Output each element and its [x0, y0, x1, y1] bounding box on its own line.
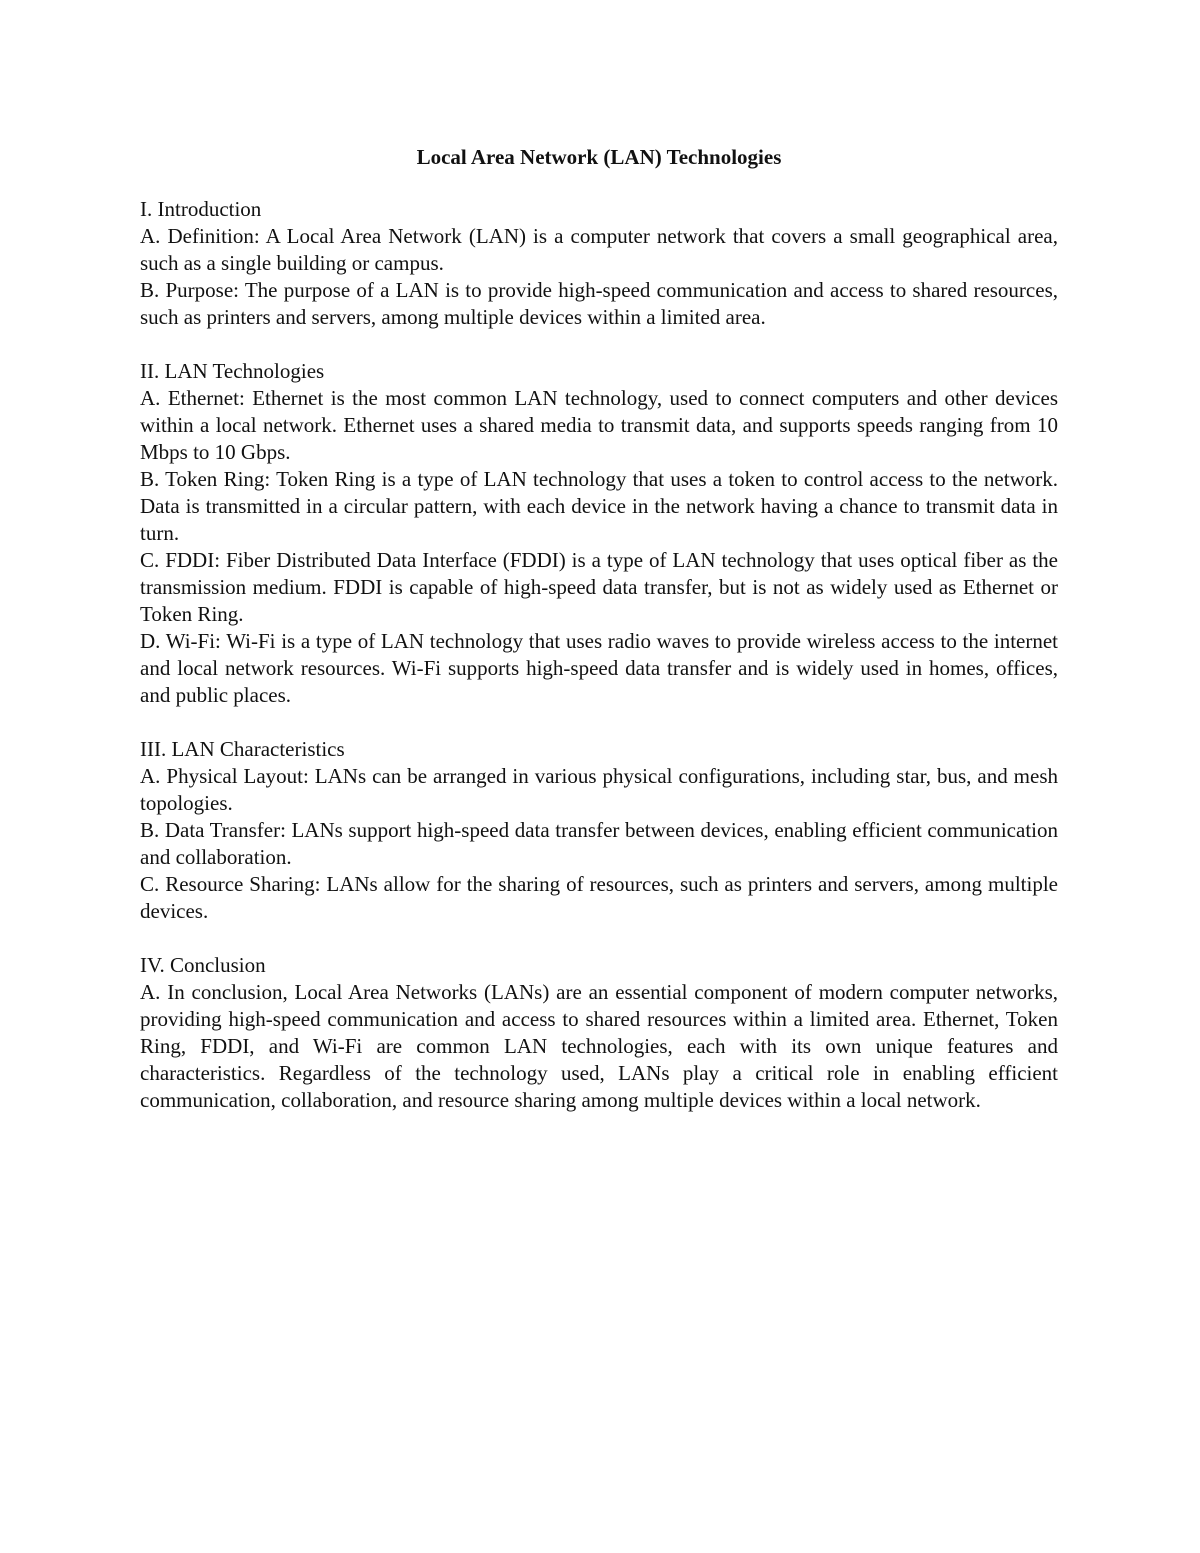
- section-heading: II. LAN Technologies: [140, 359, 325, 383]
- section-introduction: [140, 196, 1058, 331]
- section-heading: IV. Conclusion: [140, 953, 266, 977]
- section-lan-characteristics: [140, 736, 1058, 925]
- section-paragraph: D. Wi-Fi: Wi-Fi is a type of LAN technology that uses radio waves to provide wireless access to the internet and local network resources. Wi-Fi supports high-speed data transfer and is widely used in homes, offices, and public places.: [140, 629, 1058, 707]
- section-paragraph: A. Ethernet: Ethernet is the most common LAN technology, used to connect computers and other devices within a local network. Ethernet uses a shared media to transmit data, and supports speeds ranging from 10 Mbps to 10 Gbps.: [140, 386, 1058, 464]
- section-heading: I. Introduction: [140, 197, 262, 221]
- section-paragraph: C. FDDI: Fiber Distributed Data Interface (FDDI) is a type of LAN technology that uses optical fiber as the transmission medium. FDDI is capable of high-speed data transfer, but is not as widely used as Ethernet or Token Ring.: [140, 548, 1058, 626]
- document-title: Local Area Network (LAN) Technologies: [416, 145, 782, 169]
- section-paragraph: C. Resource Sharing: LANs allow for the sharing of resources, such as printers and servers, among multiple devices.: [140, 872, 1058, 923]
- document-page: [140, 142, 1058, 1141]
- section-paragraph: A. Physical Layout: LANs can be arranged in various physical configurations, including star, bus, and mesh topologies.: [140, 764, 1058, 815]
- section-heading: III. LAN Characteristics: [140, 737, 345, 761]
- section-lan-technologies: [140, 358, 1058, 709]
- section-paragraph: B. Token Ring: Token Ring is a type of LAN technology that uses a token to control access to the network. Data is transmitted in a circular pattern, with each device in the network having a chance to transmit data in turn.: [140, 467, 1058, 545]
- section-paragraph: A. In conclusion, Local Area Networks (LANs) are an essential component of modern computer networks, providing high-speed communication and access to shared resources within a limited area. Ethernet, Token Ring, FDDI, and Wi-Fi are common LAN technologies, each with its own unique features and characteristics. Regardless of the technology used, LANs play a critical role in enabling efficient communication, collaboration, and resource sharing among multiple devices within a local network.: [140, 980, 1058, 1112]
- section-conclusion: [140, 952, 1058, 1114]
- section-paragraph: B. Data Transfer: LANs support high-speed data transfer between devices, enabling efficient communication and collaboration.: [140, 818, 1058, 869]
- section-paragraph: A. Definition: A Local Area Network (LAN) is a computer network that covers a small geographical area, such as a single building or campus.: [140, 224, 1058, 275]
- section-paragraph: B. Purpose: The purpose of a LAN is to provide high-speed communication and access to shared resources, such as printers and servers, among multiple devices within a limited area.: [140, 278, 1058, 329]
